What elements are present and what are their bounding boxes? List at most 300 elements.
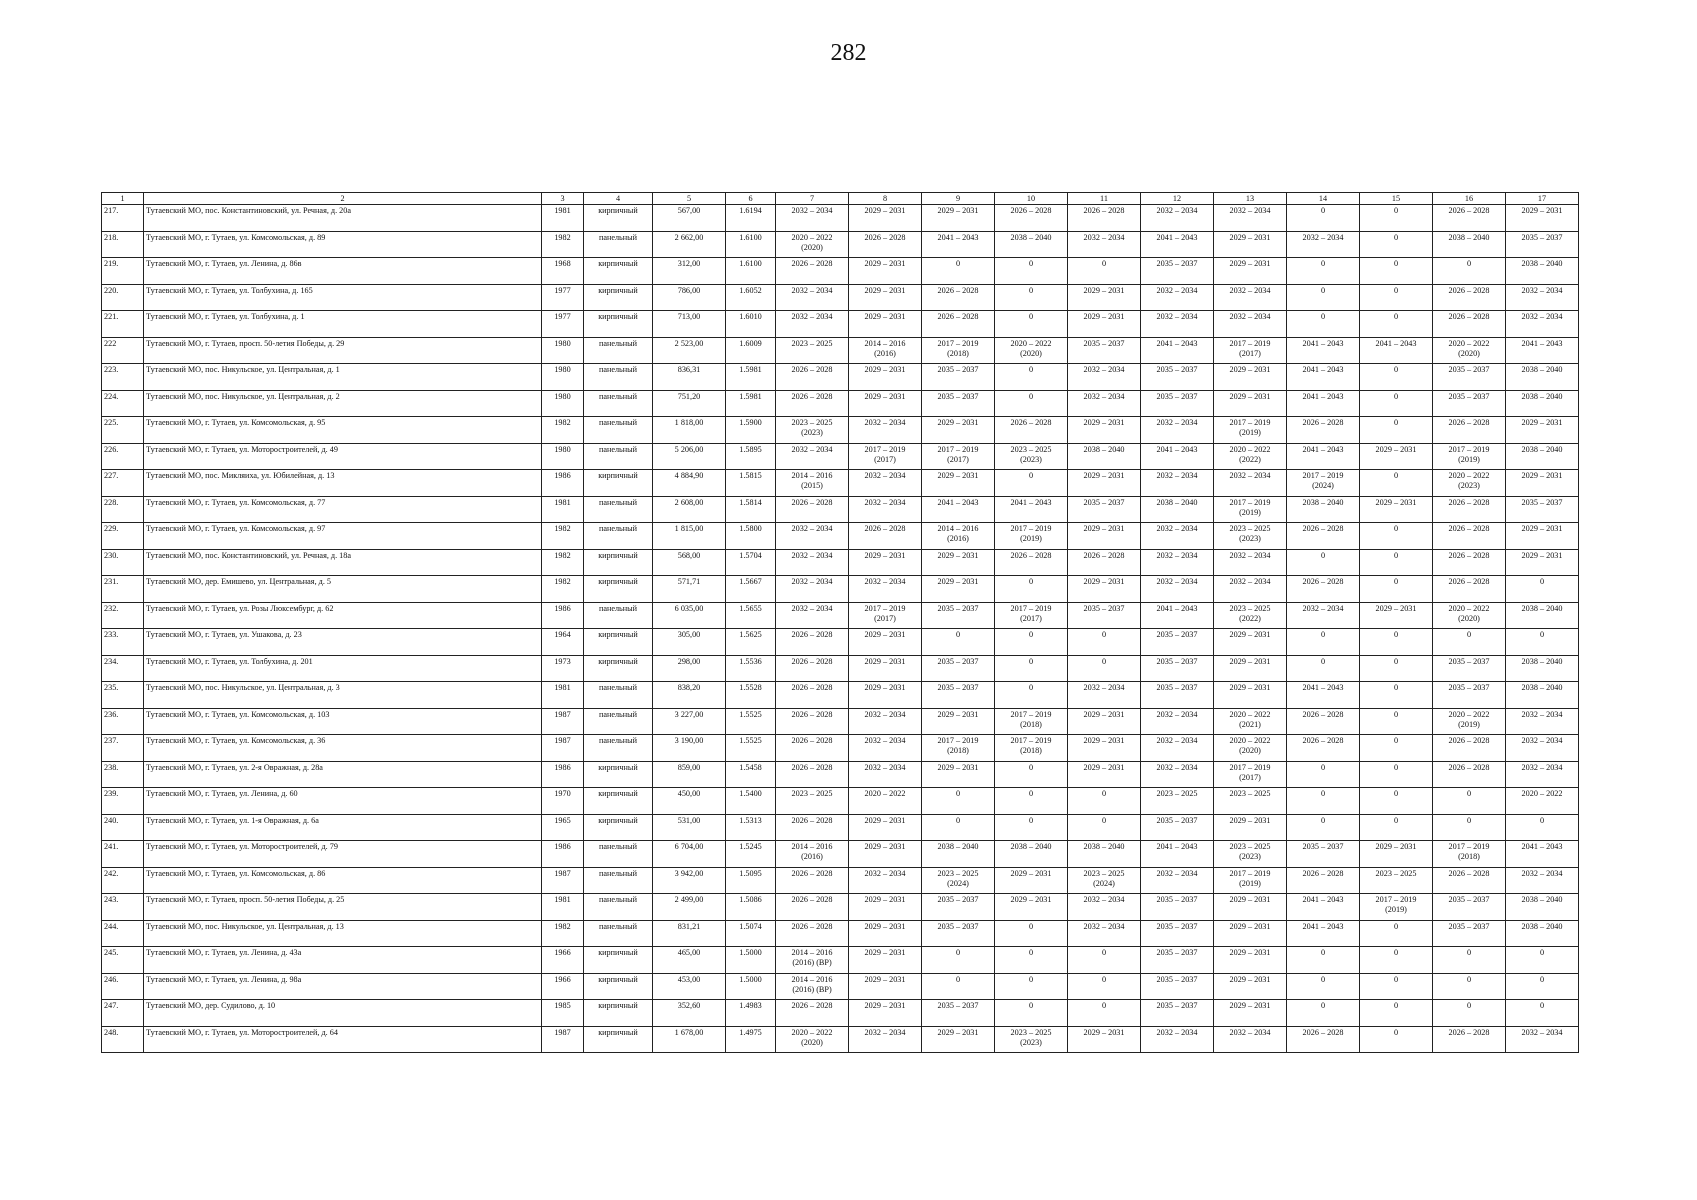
table-cell: 0 bbox=[1360, 629, 1433, 656]
table-cell: 2026 – 2028 bbox=[1433, 496, 1506, 523]
table-cell: 2035 – 2037 bbox=[1433, 655, 1506, 682]
table-cell: 2029 – 2031 bbox=[849, 1000, 922, 1027]
table-cell: 2032 – 2034 bbox=[1214, 549, 1287, 576]
table-cell: 2029 – 2031 bbox=[1360, 496, 1433, 523]
table-cell: 0 bbox=[1068, 1000, 1141, 1027]
table-cell: 2026 – 2028 bbox=[922, 284, 995, 311]
table-cell: 2029 – 2031 bbox=[1214, 364, 1287, 391]
table-cell: 2020 – 2022 (2020) bbox=[995, 337, 1068, 364]
table-cell: 2023 – 2025 bbox=[1360, 867, 1433, 894]
table-cell: 2029 – 2031 bbox=[849, 258, 922, 285]
row-number-cell: 242. bbox=[102, 867, 144, 894]
table-cell: 2014 – 2016 (2016) (ВР) bbox=[776, 947, 849, 974]
table-row bbox=[102, 602, 1579, 629]
table-cell: панельный bbox=[584, 337, 653, 364]
table-cell: 2041 – 2043 bbox=[1287, 682, 1360, 709]
column-header: 5 bbox=[653, 193, 726, 205]
table-cell: кирпичный bbox=[584, 629, 653, 656]
table-cell: кирпичный bbox=[584, 311, 653, 338]
row-number-cell: 230. bbox=[102, 549, 144, 576]
table-cell: 2032 – 2034 bbox=[1214, 284, 1287, 311]
row-number-cell: 229. bbox=[102, 523, 144, 550]
table-cell: 2032 – 2034 bbox=[776, 311, 849, 338]
table-cell: 2041 – 2043 bbox=[1141, 231, 1214, 258]
table-cell: кирпичный bbox=[584, 470, 653, 497]
column-header: 1 bbox=[102, 193, 144, 205]
table-cell: 1981 bbox=[542, 682, 584, 709]
table-cell: 2017 – 2019 (2017) bbox=[1214, 761, 1287, 788]
table-cell: 2035 – 2037 bbox=[922, 920, 995, 947]
table-row bbox=[102, 629, 1579, 656]
table-cell: 2014 – 2016 (2015) bbox=[776, 470, 849, 497]
table-cell: 2038 – 2040 bbox=[1287, 496, 1360, 523]
table-row bbox=[102, 708, 1579, 735]
table-cell: 0 bbox=[1287, 205, 1360, 232]
table-row bbox=[102, 867, 1579, 894]
table-cell: 1 818,00 bbox=[653, 417, 726, 444]
table-cell: 2029 – 2031 bbox=[849, 311, 922, 338]
table-cell: 2029 – 2031 bbox=[1068, 284, 1141, 311]
table-cell: 2029 – 2031 bbox=[849, 973, 922, 1000]
table-cell: 2026 – 2028 bbox=[1287, 708, 1360, 735]
address-cell: Тутаевский МО, г. Тутаев, ул. Моторостроителей, д. 64 bbox=[144, 1026, 542, 1053]
column-header: 12 bbox=[1141, 193, 1214, 205]
column-header: 7 bbox=[776, 193, 849, 205]
row-number-cell: 246. bbox=[102, 973, 144, 1000]
table-cell: 2035 – 2037 bbox=[1141, 894, 1214, 921]
table-cell: 2038 – 2040 bbox=[1433, 231, 1506, 258]
table-cell: кирпичный bbox=[584, 814, 653, 841]
column-header: 13 bbox=[1214, 193, 1287, 205]
table-cell: 1.5313 bbox=[726, 814, 776, 841]
table-cell: 567,00 bbox=[653, 205, 726, 232]
address-cell: Тутаевский МО, г. Тутаев, ул. Моторостроителей, д. 79 bbox=[144, 841, 542, 868]
table-body bbox=[102, 205, 1579, 1053]
table-cell: 2029 – 2031 bbox=[849, 549, 922, 576]
table-cell: 2017 – 2019 (2019) bbox=[1214, 867, 1287, 894]
table-cell: 0 bbox=[1360, 735, 1433, 762]
table-cell: 1982 bbox=[542, 417, 584, 444]
table-cell: 2038 – 2040 bbox=[995, 841, 1068, 868]
row-number-cell: 226. bbox=[102, 443, 144, 470]
table-cell: 2038 – 2040 bbox=[1506, 602, 1579, 629]
table-cell: 2032 – 2034 bbox=[776, 284, 849, 311]
column-header: 4 bbox=[584, 193, 653, 205]
table-cell: 2026 – 2028 bbox=[776, 735, 849, 762]
table-cell: 0 bbox=[1360, 364, 1433, 391]
table-cell: 2017 – 2019 (2017) bbox=[995, 602, 1068, 629]
row-number-cell: 247. bbox=[102, 1000, 144, 1027]
table-cell: 0 bbox=[1433, 973, 1506, 1000]
table-cell: 2026 – 2028 bbox=[1433, 761, 1506, 788]
table-cell: 2014 – 2016 (2016) (ВР) bbox=[776, 973, 849, 1000]
table-cell: 4 884,90 bbox=[653, 470, 726, 497]
table-cell: кирпичный bbox=[584, 284, 653, 311]
table-cell: 2017 – 2019 (2019) bbox=[995, 523, 1068, 550]
table-row bbox=[102, 443, 1579, 470]
table-cell: 0 bbox=[1287, 655, 1360, 682]
address-cell: Тутаевский МО, пос. Константиновский, ул. Речная, д. 18а bbox=[144, 549, 542, 576]
table-cell: 2032 – 2034 bbox=[849, 761, 922, 788]
table-row bbox=[102, 682, 1579, 709]
column-header: 9 bbox=[922, 193, 995, 205]
table-cell: 831,21 bbox=[653, 920, 726, 947]
table-cell: 713,00 bbox=[653, 311, 726, 338]
table-cell: 0 bbox=[1433, 258, 1506, 285]
table-cell: 1981 bbox=[542, 496, 584, 523]
address-cell: Тутаевский МО, г. Тутаев, ул. 1-я Овражная, д. 6а bbox=[144, 814, 542, 841]
table-cell: 2023 – 2025 bbox=[776, 337, 849, 364]
table-cell: 2041 – 2043 bbox=[922, 231, 995, 258]
table-cell: 2026 – 2028 bbox=[1433, 867, 1506, 894]
table-cell: 1.5655 bbox=[726, 602, 776, 629]
table-cell: 2029 – 2031 bbox=[1068, 576, 1141, 603]
row-number-cell: 231. bbox=[102, 576, 144, 603]
table-cell: 1965 bbox=[542, 814, 584, 841]
table-cell: 2026 – 2028 bbox=[995, 205, 1068, 232]
table-cell: 2038 – 2040 bbox=[1506, 443, 1579, 470]
table-row bbox=[102, 973, 1579, 1000]
table-cell: 1.5704 bbox=[726, 549, 776, 576]
table-cell: 531,00 bbox=[653, 814, 726, 841]
table-cell: 2029 – 2031 bbox=[995, 894, 1068, 921]
table-cell: 2029 – 2031 bbox=[1214, 920, 1287, 947]
address-cell: Тутаевский МО, г. Тутаев, ул. Комсомольская, д. 36 bbox=[144, 735, 542, 762]
table-cell: 0 bbox=[995, 390, 1068, 417]
table-cell: 2032 – 2034 bbox=[1214, 470, 1287, 497]
table-cell: 2023 – 2025 (2022) bbox=[1214, 602, 1287, 629]
table-cell: 2035 – 2037 bbox=[922, 655, 995, 682]
table-cell: 2038 – 2040 bbox=[995, 231, 1068, 258]
table-cell: кирпичный bbox=[584, 1026, 653, 1053]
table-cell: 2020 – 2022 (2019) bbox=[1433, 708, 1506, 735]
table-cell: 2029 – 2031 bbox=[1068, 523, 1141, 550]
table-cell: 2029 – 2031 bbox=[1214, 894, 1287, 921]
address-cell: Тутаевский МО, г. Тутаев, ул. Комсомольская, д. 97 bbox=[144, 523, 542, 550]
table-cell: 786,00 bbox=[653, 284, 726, 311]
table-cell: 305,00 bbox=[653, 629, 726, 656]
table-cell: панельный bbox=[584, 417, 653, 444]
table-cell: 0 bbox=[1360, 973, 1433, 1000]
table-cell: 1977 bbox=[542, 311, 584, 338]
table-cell: 2029 – 2031 bbox=[1360, 443, 1433, 470]
table-cell: 0 bbox=[1287, 311, 1360, 338]
table-cell: 2026 – 2028 bbox=[776, 258, 849, 285]
table-cell: 2041 – 2043 bbox=[1506, 337, 1579, 364]
table-cell: 2029 – 2031 bbox=[849, 655, 922, 682]
table-cell: 1980 bbox=[542, 390, 584, 417]
table-row bbox=[102, 947, 1579, 974]
table-cell: 2035 – 2037 bbox=[1141, 655, 1214, 682]
table-cell: 0 bbox=[1506, 973, 1579, 1000]
table-cell: 2029 – 2031 bbox=[922, 205, 995, 232]
column-header: 16 bbox=[1433, 193, 1506, 205]
address-cell: Тутаевский МО, г. Тутаев, ул. Комсомольская, д. 89 bbox=[144, 231, 542, 258]
table-row bbox=[102, 576, 1579, 603]
table-cell: 2026 – 2028 bbox=[1433, 549, 1506, 576]
table-cell: 0 bbox=[1360, 576, 1433, 603]
table-cell: 1980 bbox=[542, 337, 584, 364]
table-cell: панельный bbox=[584, 735, 653, 762]
table-cell: 2023 – 2025 (2024) bbox=[1068, 867, 1141, 894]
table-cell: 0 bbox=[1360, 417, 1433, 444]
table-cell: 2026 – 2028 bbox=[776, 708, 849, 735]
row-number-cell: 233. bbox=[102, 629, 144, 656]
table-cell: 2029 – 2031 bbox=[1068, 417, 1141, 444]
table-row bbox=[102, 496, 1579, 523]
table-cell: 0 bbox=[922, 973, 995, 1000]
address-cell: Тутаевский МО, г. Тутаев, ул. Ленина, д. 43а bbox=[144, 947, 542, 974]
table-cell: 836,31 bbox=[653, 364, 726, 391]
table-cell: 1.6010 bbox=[726, 311, 776, 338]
table-cell: 2026 – 2028 bbox=[1433, 417, 1506, 444]
table-cell: 2029 – 2031 bbox=[1506, 470, 1579, 497]
table-cell: 2017 – 2019 (2019) bbox=[1214, 496, 1287, 523]
table-cell: 2032 – 2034 bbox=[1141, 761, 1214, 788]
row-number-cell: 228. bbox=[102, 496, 144, 523]
table-cell: 2038 – 2040 bbox=[1506, 682, 1579, 709]
table-cell: 0 bbox=[1360, 920, 1433, 947]
table-cell: 2029 – 2031 bbox=[1214, 655, 1287, 682]
column-header: 2 bbox=[144, 193, 542, 205]
table-cell: 0 bbox=[1433, 814, 1506, 841]
table-cell: 2014 – 2016 (2016) bbox=[849, 337, 922, 364]
table-cell: 2026 – 2028 bbox=[776, 1000, 849, 1027]
table-cell: 2035 – 2037 bbox=[1068, 337, 1141, 364]
table-cell: 1.5400 bbox=[726, 788, 776, 815]
table-cell: 2017 – 2019 (2024) bbox=[1287, 470, 1360, 497]
table-cell: 2026 – 2028 bbox=[1287, 417, 1360, 444]
table-cell: 1.5625 bbox=[726, 629, 776, 656]
table-cell: 2020 – 2022 (2020) bbox=[1214, 735, 1287, 762]
address-cell: Тутаевский МО, г. Тутаев, ул. Толбухина, д. 201 bbox=[144, 655, 542, 682]
address-cell: Тутаевский МО, г. Тутаев, просп. 50-летия Победы, д. 25 bbox=[144, 894, 542, 921]
table-cell: 2032 – 2034 bbox=[776, 576, 849, 603]
table-cell: 2032 – 2034 bbox=[776, 523, 849, 550]
table-cell: 2026 – 2028 bbox=[1433, 1026, 1506, 1053]
table-cell: кирпичный bbox=[584, 947, 653, 974]
table-cell: 0 bbox=[1506, 576, 1579, 603]
table-cell: 2026 – 2028 bbox=[922, 311, 995, 338]
column-header: 10 bbox=[995, 193, 1068, 205]
table-cell: 2032 – 2034 bbox=[849, 1026, 922, 1053]
table-row bbox=[102, 788, 1579, 815]
table-cell: 2035 – 2037 bbox=[1141, 682, 1214, 709]
table-cell: 2035 – 2037 bbox=[1141, 629, 1214, 656]
table-cell: 2041 – 2043 bbox=[1287, 390, 1360, 417]
table-cell: 2017 – 2019 (2017) bbox=[1214, 337, 1287, 364]
table-cell: 2032 – 2034 bbox=[1068, 682, 1141, 709]
address-cell: Тутаевский МО, пос. Никульское, ул. Центральная, д. 13 bbox=[144, 920, 542, 947]
table-cell: 2026 – 2028 bbox=[1433, 205, 1506, 232]
table-cell: 751,20 bbox=[653, 390, 726, 417]
table-cell: 0 bbox=[922, 258, 995, 285]
table-row bbox=[102, 205, 1579, 232]
table-cell: панельный bbox=[584, 364, 653, 391]
table-cell: 5 206,00 bbox=[653, 443, 726, 470]
table-cell: 2029 – 2031 bbox=[849, 894, 922, 921]
table-cell: 2029 – 2031 bbox=[1506, 417, 1579, 444]
table-cell: 2020 – 2022 (2021) bbox=[1214, 708, 1287, 735]
table-cell: 1.4975 bbox=[726, 1026, 776, 1053]
table-cell: 0 bbox=[1360, 708, 1433, 735]
table-cell: 0 bbox=[922, 814, 995, 841]
table-cell: 0 bbox=[1287, 284, 1360, 311]
table-cell: 0 bbox=[1360, 549, 1433, 576]
table-cell: 2041 – 2043 bbox=[1287, 337, 1360, 364]
table-cell: 1.5095 bbox=[726, 867, 776, 894]
column-header: 17 bbox=[1506, 193, 1579, 205]
table-cell: 2032 – 2034 bbox=[1141, 311, 1214, 338]
table-cell: 2035 – 2037 bbox=[1141, 920, 1214, 947]
table-cell: 2029 – 2031 bbox=[1214, 231, 1287, 258]
table-cell: 0 bbox=[1287, 258, 1360, 285]
table-row bbox=[102, 523, 1579, 550]
table-cell: 2029 – 2031 bbox=[922, 761, 995, 788]
table-cell: 2026 – 2028 bbox=[1287, 735, 1360, 762]
table-cell: 3 190,00 bbox=[653, 735, 726, 762]
table-cell: 2026 – 2028 bbox=[849, 231, 922, 258]
table-cell: 0 bbox=[1068, 655, 1141, 682]
table-cell: 2029 – 2031 bbox=[1068, 708, 1141, 735]
table-cell: 2026 – 2028 bbox=[1433, 576, 1506, 603]
row-number-cell: 222 bbox=[102, 337, 144, 364]
table-cell: 0 bbox=[995, 814, 1068, 841]
table-cell: 1980 bbox=[542, 443, 584, 470]
column-header: 14 bbox=[1287, 193, 1360, 205]
table-cell: 1.5000 bbox=[726, 947, 776, 974]
table-cell: 1986 bbox=[542, 470, 584, 497]
row-number-cell: 238. bbox=[102, 761, 144, 788]
table-cell: 2041 – 2043 bbox=[1287, 894, 1360, 921]
table-cell: 2017 – 2019 (2018) bbox=[1433, 841, 1506, 868]
table-cell: панельный bbox=[584, 390, 653, 417]
table-cell: кирпичный bbox=[584, 761, 653, 788]
table-cell: 2026 – 2028 bbox=[1433, 284, 1506, 311]
table-row bbox=[102, 258, 1579, 285]
address-cell: Тутаевский МО, пос. Микляиха, ул. Юбилейная, д. 13 bbox=[144, 470, 542, 497]
table-cell: 2029 – 2031 bbox=[1506, 523, 1579, 550]
table-cell: 0 bbox=[995, 920, 1068, 947]
table-cell: 0 bbox=[995, 311, 1068, 338]
row-number-cell: 236. bbox=[102, 708, 144, 735]
table-cell: 2029 – 2031 bbox=[1214, 629, 1287, 656]
table-cell: 2029 – 2031 bbox=[1506, 549, 1579, 576]
table-cell: 2029 – 2031 bbox=[1068, 470, 1141, 497]
table-cell: 0 bbox=[1068, 788, 1141, 815]
table-cell: 312,00 bbox=[653, 258, 726, 285]
table-cell: 0 bbox=[1360, 682, 1433, 709]
table-cell: 0 bbox=[1506, 947, 1579, 974]
row-number-cell: 239. bbox=[102, 788, 144, 815]
table-cell: 2038 – 2040 bbox=[1506, 364, 1579, 391]
table-cell: 2032 – 2034 bbox=[1141, 549, 1214, 576]
table-cell: 2017 – 2019 (2019) bbox=[1214, 417, 1287, 444]
table-cell: 1968 bbox=[542, 258, 584, 285]
table-cell: 2029 – 2031 bbox=[849, 814, 922, 841]
table-cell: 2026 – 2028 bbox=[776, 496, 849, 523]
table-cell: 2035 – 2037 bbox=[1433, 682, 1506, 709]
column-header: 6 bbox=[726, 193, 776, 205]
table-row bbox=[102, 894, 1579, 921]
address-cell: Тутаевский МО, г. Тутаев, ул. Толбухина, д. 165 bbox=[144, 284, 542, 311]
table-cell: панельный bbox=[584, 523, 653, 550]
table-cell: 2023 – 2025 bbox=[1214, 788, 1287, 815]
table-cell: 2032 – 2034 bbox=[1506, 311, 1579, 338]
table-cell: 2029 – 2031 bbox=[1506, 205, 1579, 232]
table-cell: 2035 – 2037 bbox=[1433, 920, 1506, 947]
table-cell: 0 bbox=[995, 973, 1068, 1000]
address-cell: Тутаевский МО, пос. Константиновский, ул. Речная, д. 20а bbox=[144, 205, 542, 232]
table-cell: 2026 – 2028 bbox=[776, 364, 849, 391]
table-cell: 1.6052 bbox=[726, 284, 776, 311]
table-cell: 465,00 bbox=[653, 947, 726, 974]
table-cell: 0 bbox=[922, 788, 995, 815]
table-cell: 0 bbox=[1287, 814, 1360, 841]
table-cell: 2032 – 2034 bbox=[776, 205, 849, 232]
table-cell: панельный bbox=[584, 894, 653, 921]
table-row bbox=[102, 655, 1579, 682]
table-cell: 0 bbox=[1287, 629, 1360, 656]
table-cell: 0 bbox=[1287, 1000, 1360, 1027]
table-cell: 2035 – 2037 bbox=[922, 682, 995, 709]
table-cell: 1987 bbox=[542, 708, 584, 735]
table-cell: 2035 – 2037 bbox=[1433, 390, 1506, 417]
table-cell: 0 bbox=[1433, 1000, 1506, 1027]
table-cell: 1982 bbox=[542, 231, 584, 258]
table-cell: 2029 – 2031 bbox=[849, 947, 922, 974]
table-cell: 2017 – 2019 (2018) bbox=[995, 708, 1068, 735]
table-cell: 1981 bbox=[542, 205, 584, 232]
table-cell: 2026 – 2028 bbox=[776, 894, 849, 921]
column-header: 15 bbox=[1360, 193, 1433, 205]
table-cell: 2026 – 2028 bbox=[1433, 523, 1506, 550]
table-cell: 2032 – 2034 bbox=[1214, 311, 1287, 338]
table-cell: 1.6194 bbox=[726, 205, 776, 232]
table-cell: 2029 – 2031 bbox=[849, 629, 922, 656]
table-cell: 2032 – 2034 bbox=[1141, 417, 1214, 444]
table-cell: 450,00 bbox=[653, 788, 726, 815]
table-cell: 6 704,00 bbox=[653, 841, 726, 868]
table-cell: 2017 – 2019 (2018) bbox=[995, 735, 1068, 762]
table-cell: 0 bbox=[1360, 788, 1433, 815]
table-cell: 2026 – 2028 bbox=[1433, 735, 1506, 762]
table-cell: 1977 bbox=[542, 284, 584, 311]
table-cell: 1973 bbox=[542, 655, 584, 682]
table-cell: 0 bbox=[1287, 947, 1360, 974]
table-cell: 2038 – 2040 bbox=[1068, 443, 1141, 470]
table-cell: 2035 – 2037 bbox=[922, 390, 995, 417]
table-cell: 2038 – 2040 bbox=[922, 841, 995, 868]
table-cell: 1981 bbox=[542, 894, 584, 921]
housing-register-table bbox=[101, 192, 1579, 1053]
table-cell: 2035 – 2037 bbox=[1141, 973, 1214, 1000]
table-row bbox=[102, 470, 1579, 497]
address-cell: Тутаевский МО, пос. Никульское, ул. Центральная, д. 2 bbox=[144, 390, 542, 417]
table-cell: кирпичный bbox=[584, 258, 653, 285]
table-cell: 2020 – 2022 (2023) bbox=[1433, 470, 1506, 497]
table-cell: 0 bbox=[1360, 231, 1433, 258]
table-cell: 2020 – 2022 (2020) bbox=[776, 1026, 849, 1053]
table-cell: 2041 – 2043 bbox=[1141, 337, 1214, 364]
table-cell: 0 bbox=[1287, 788, 1360, 815]
table-cell: 2041 – 2043 bbox=[1360, 337, 1433, 364]
table-cell: 2032 – 2034 bbox=[849, 470, 922, 497]
table-cell: 1.5981 bbox=[726, 390, 776, 417]
table-cell: 2032 – 2034 bbox=[1214, 205, 1287, 232]
table-cell: 2020 – 2022 (2022) bbox=[1214, 443, 1287, 470]
table-cell: 1986 bbox=[542, 761, 584, 788]
